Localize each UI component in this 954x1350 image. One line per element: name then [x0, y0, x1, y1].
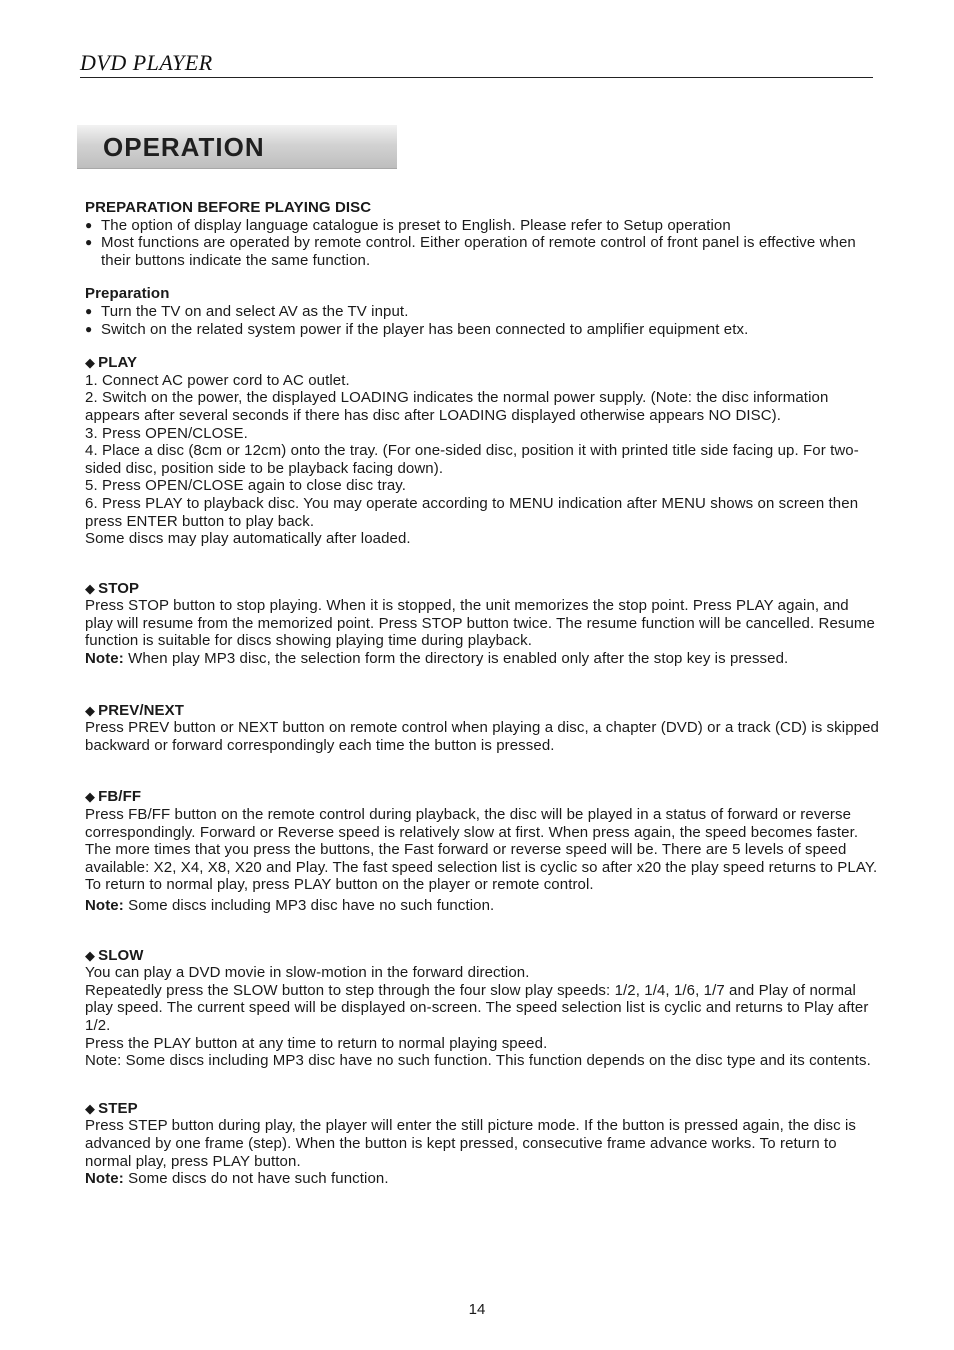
fb-ff-note: Note: Some discs including MP3 disc have no such function.: [85, 897, 495, 914]
page-header-title: DVD PLAYER: [80, 50, 213, 75]
preparation-heading: Preparation: [85, 285, 170, 303]
play-step: 2. Switch on the power, the displayed LOADING indicates the normal power supply. (Note: the disc information appears after several seconds if there has disc after LOADING displayed otherwise appears NO DISC).: [85, 389, 829, 424]
play-section: [85, 354, 880, 548]
diamond-icon: ◆: [85, 789, 96, 805]
prev-next-section: [85, 702, 880, 755]
step-text: Press STEP button during play, the player will enter the still picture mode. If the button is pressed again, the disc is advanced by one frame (step). When the button is kept pressed, consecutive frame advance works. To return to normal play, press PLAY button.: [85, 1117, 857, 1170]
slow-line: Press the PLAY button at any time to return to normal playing speed.: [85, 1034, 548, 1052]
stop-note: Note: When play MP3 disc, the selection form the directory is enabled only after the stop key is pressed.: [85, 650, 789, 668]
fb-ff-section: [85, 788, 880, 914]
section-banner: [77, 125, 397, 169]
bullet-icon: ●: [85, 321, 93, 336]
bullet-item: ● Most functions are operated by remote control. Either operation of remote control of front panel is effective when their buttons indicate the same function.: [85, 234, 856, 269]
bullet-icon: ●: [85, 235, 93, 250]
play-step: 6. Press PLAY to playback disc. You may operate according to MENU indication after MENU shows on screen then press ENTER button to play back.: [85, 494, 859, 530]
step-section: [85, 1100, 880, 1188]
play-step: 3. Press OPEN/CLOSE.: [85, 424, 248, 442]
preparation-section: [85, 285, 880, 338]
slow-section: [85, 947, 880, 1070]
prev-next-heading: ◆ PREV/NEXT: [85, 701, 185, 719]
step-note: Note: Some discs do not have such function.: [85, 1170, 389, 1188]
manual-content: [85, 199, 880, 1188]
bullet-item: ● Switch on the related system power if the player has been connected to amplifier equipment etx.: [85, 320, 749, 338]
play-heading: ◆ PLAY: [85, 354, 138, 372]
diamond-icon: ◆: [85, 1100, 96, 1116]
step-heading: ◆ STEP: [85, 1099, 138, 1117]
diamond-icon: ◆: [85, 947, 96, 963]
play-step: Some discs may play automatically after loaded.: [85, 530, 411, 548]
page-number: 14: [468, 1301, 486, 1318]
stop-text: Press STOP button to stop playing. When it is stopped, the unit memorizes the stop point. Press PLAY again, and play will resume from the memorized point. Press STOP button twice. The resume function will be cancelled. Resume function is suitable for discs showing playing time during playback.: [85, 597, 875, 650]
play-step: 5. Press OPEN/CLOSE again to close disc tray.: [85, 477, 407, 495]
fb-ff-heading: ◆ FB/FF: [85, 788, 142, 806]
preparation-before-heading: PREPARATION BEFORE PLAYING DISC: [85, 199, 372, 216]
preparation-before-section: [85, 199, 880, 269]
play-step: 4. Place a disc (8cm or 12cm) onto the tray. (For one-sided disc, position it with printed title side facing up. For two-sided disc, position side to be playback facing down).: [85, 442, 859, 477]
stop-heading: ◆ STOP: [85, 579, 140, 597]
slow-line: Note: Some discs including MP3 disc have no such function. This function depends on the disc type and its contents.: [85, 1052, 871, 1070]
stop-section: [85, 580, 880, 668]
bullet-icon: ●: [85, 303, 93, 318]
diamond-icon: ◆: [85, 580, 96, 596]
bullet-icon: ●: [85, 217, 93, 232]
header-rule: [80, 77, 873, 78]
bullet-item: ● The option of display language catalogue is preset to English. Please refer to Setup operation: [85, 216, 731, 234]
diamond-icon: ◆: [85, 355, 96, 371]
slow-line: Repeatedly press the SLOW button to step through the four slow play speeds: 1/2, 1/4, 1/6, 1/7 and Play of normal play speed. The current speed will be displayed on-screen. The speed selection list is cyclic and returns to Play after 1/2.: [85, 981, 869, 1034]
banner-title: OPERATION: [103, 132, 265, 162]
diamond-icon: ◆: [85, 702, 96, 718]
fb-ff-text: Press FB/FF button on the remote control during playback, the disc will be played in a status of forward or reverse correspondingly. Forward or Reverse speed is relatively slow at first. When press again, the speed becomes faster. The more times that you press the buttons, the Fast forward or reverse speed will be. There are 5 levels of speed available: X2, X4, X8, X20 and Play. The fast speed selection list is cyclic so after x20 the play speed returns to PLAY. To return to normal play, press PLAY button on the player or remote control.: [85, 806, 878, 894]
slow-heading: ◆ SLOW: [85, 946, 144, 964]
play-step: 1. Connect AC power cord to AC outlet.: [85, 371, 350, 389]
prev-next-text: Press PREV button or NEXT button on remote control when playing a disc, a chapter (DVD) or a track (CD) is skipped backward or forward correspondingly each time the button is pressed.: [85, 719, 879, 754]
bullet-item: ● Turn the TV on and select AV as the TV input.: [85, 302, 409, 320]
slow-line: You can play a DVD movie in slow-motion in the forward direction.: [85, 964, 530, 982]
